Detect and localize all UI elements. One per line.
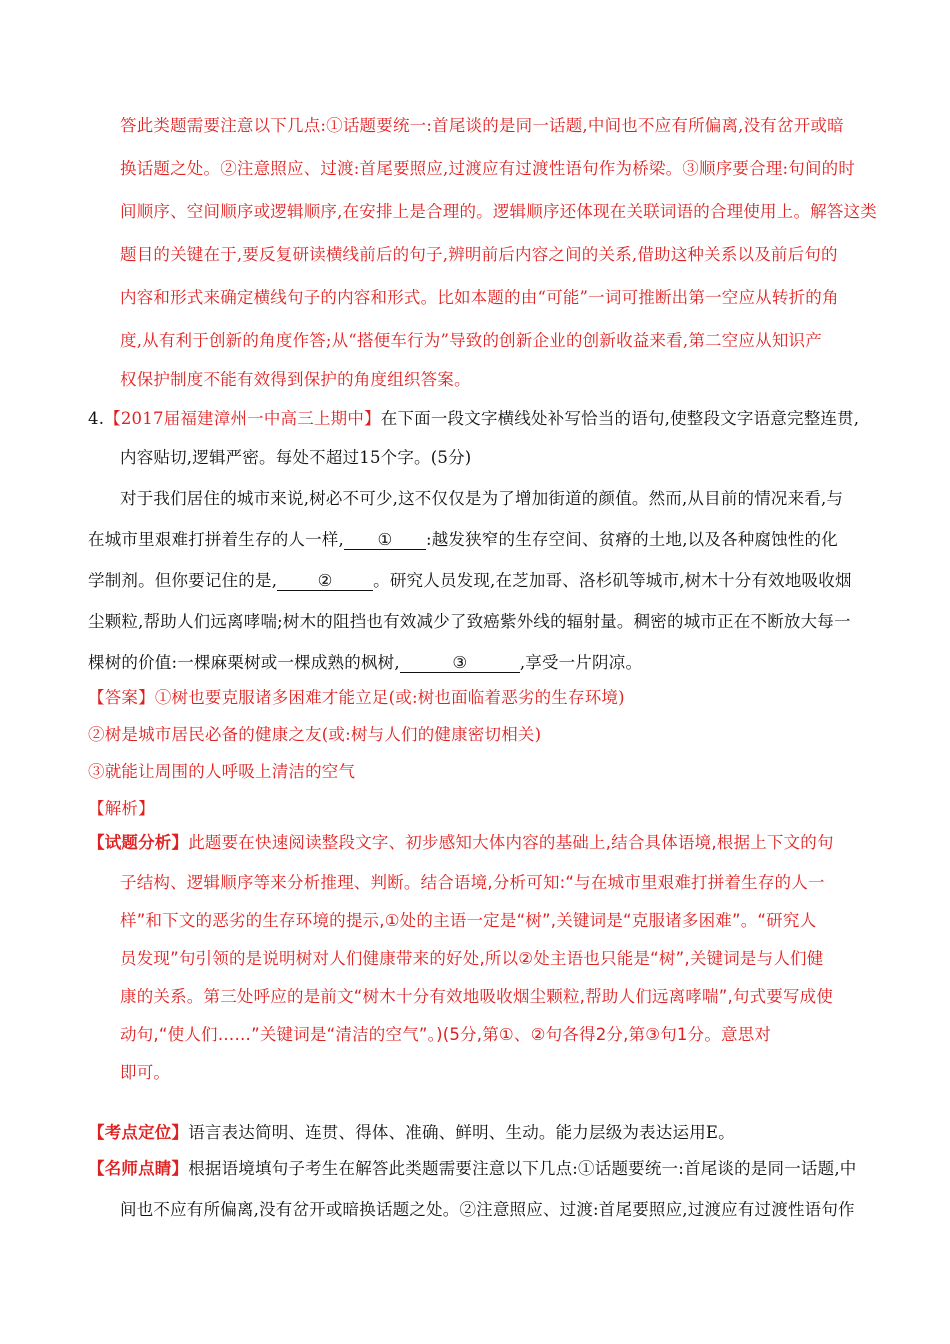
passage-line-3-b: 。研究人员发现,在芝加哥、洛杉矶等城市,树木十分有效地吸收烟	[373, 571, 852, 590]
question-stem-text: 在下面一段文字横线处补写恰当的语句,使整段文字语意完整连贯,	[380, 409, 860, 428]
passage-line-2	[88, 530, 838, 550]
answer-label: 【答案】	[88, 688, 155, 707]
analysis-line-6: 动句,“使人们……”关键词是“清洁的空气”。)(5分,第①、②句各得2分,第③句1分。意思对	[120, 1025, 772, 1044]
mingshi-label: 【名师点睛】	[88, 1159, 189, 1178]
answer-line-1	[88, 688, 625, 708]
analysis-line-4: 员发现”句引领的是说明树对人们健康带来的好处,所以②处主语也只能是“树”,关键词是与人们健	[120, 949, 824, 968]
mingshi-line-2: 间也不应有所偏离,没有岔开或暗换话题之处。②注意照应、过渡:首尾要照应,过渡应有过渡性语句作	[120, 1200, 855, 1219]
prev-analysis-line-6: 度,从有利于创新的角度作答;从“搭便车行为”导致的创新企业的创新收益来看,第二空应从知识产	[120, 331, 822, 350]
passage-line-2-a: 在城市里艰难打拼着生存的人一样,	[88, 530, 344, 549]
kaodian-text: 语言表达简明、连贯、得体、准确、鲜明、生动。能力层级为表达运用E。	[188, 1123, 735, 1142]
passage-line-5-b: ,享受一片阴凉。	[519, 653, 643, 672]
analysis-line-1	[88, 833, 834, 853]
prev-analysis-line-2: 换话题之处。②注意照应、过渡:首尾要照应,过渡应有过渡性语句作为桥梁。③顺序要合理:句间的时	[120, 159, 856, 178]
passage-line-3-a: 学制剂。但你要记住的是,	[88, 571, 278, 590]
analysis-sub-label: 【试题分析】	[88, 833, 189, 852]
question-source: 【2017届福建漳州一中高三上期中】	[104, 409, 381, 428]
passage-line-4: 尘颗粒,帮助人们远离哮喘;树木的阻挡也有效减少了致癌紫外线的辐射量。稠密的城市正在不断放大每一	[88, 612, 851, 631]
answer-item-1: ①树也要克服诸多困难才能立足(或:树也面临着恶劣的生存环境)	[154, 688, 625, 707]
question-stem-line-1	[88, 409, 859, 429]
passage-line-2-b: :越发狭窄的生存空间、贫瘠的土地,以及各种腐蚀性的化	[425, 530, 838, 549]
analysis-line-5: 康的关系。第三处呼应的是前文“树木十分有效地吸收烟尘颗粒,帮助人们远离哮喘”,句式要写成使	[120, 987, 834, 1006]
analysis-text-1: 此题要在快速阅读整段文字、初步感知大体内容的基础上,结合具体语境,根据上下文的句	[188, 833, 834, 852]
passage-line-5	[88, 653, 642, 673]
blank-1: ①	[344, 531, 426, 550]
prev-analysis-line-3: 间顺序、空间顺序或逻辑顺序,在安排上是合理的。逻辑顺序还体现在关联词语的合理使用上。解答这类	[120, 202, 877, 221]
blank-2: ②	[277, 572, 373, 591]
question-number: 4.	[88, 409, 105, 428]
prev-analysis-line-7: 权保护制度不能有效得到保护的角度组织答案。	[120, 370, 471, 389]
answer-item-3: ③就能让周围的人呼吸上清洁的空气	[88, 762, 356, 781]
prev-analysis-line-5: 内容和形式来确定横线句子的内容和形式。比如本题的由“可能”一词可推断出第一空应从转折的角	[120, 288, 839, 307]
blank-3: ③	[400, 654, 520, 673]
passage-line-3	[88, 571, 852, 591]
analysis-line-7: 即可。	[120, 1063, 171, 1082]
analysis-label: 【解析】	[88, 799, 155, 818]
question-stem-line-2: 内容贴切,逻辑严密。每处不超过15个字。(5分)	[120, 448, 472, 467]
passage-line-1: 对于我们居住的城市来说,树必不可少,这不仅仅是为了增加街道的颜值。然而,从目前的情况来看,与	[120, 489, 844, 508]
passage-line-5-a: 棵树的价值:一棵麻栗树或一棵成熟的枫树,	[88, 653, 400, 672]
mingshi-line-1	[88, 1159, 856, 1179]
prev-analysis-line-1: 答此类题需要注意以下几点:①话题要统一:首尾谈的是同一话题,中间也不应有所偏离,没有岔开或暗	[120, 116, 844, 135]
kaodian-line	[88, 1123, 735, 1143]
kaodian-label: 【考点定位】	[88, 1123, 189, 1142]
analysis-line-3: 样”和下文的恶劣的生存环境的提示,①处的主语一定是“树”,关键词是“克服诸多困难”。“研究人	[120, 911, 817, 930]
analysis-line-2: 子结构、逻辑顺序等来分析推理、判断。结合语境,分析可知:“与在城市里艰难打拼着生存的人一	[120, 873, 825, 892]
answer-item-2: ②树是城市居民必备的健康之友(或:树与人们的健康密切相关)	[88, 725, 542, 744]
mingshi-text-1: 根据语境填句子考生在解答此类题需要注意以下几点:①话题要统一:首尾谈的是同一话题,中	[188, 1159, 857, 1178]
prev-analysis-line-4: 题目的关键在于,要反复研读横线前后的句子,辨明前后内容之间的关系,借助这种关系以及前后句的	[120, 245, 838, 264]
